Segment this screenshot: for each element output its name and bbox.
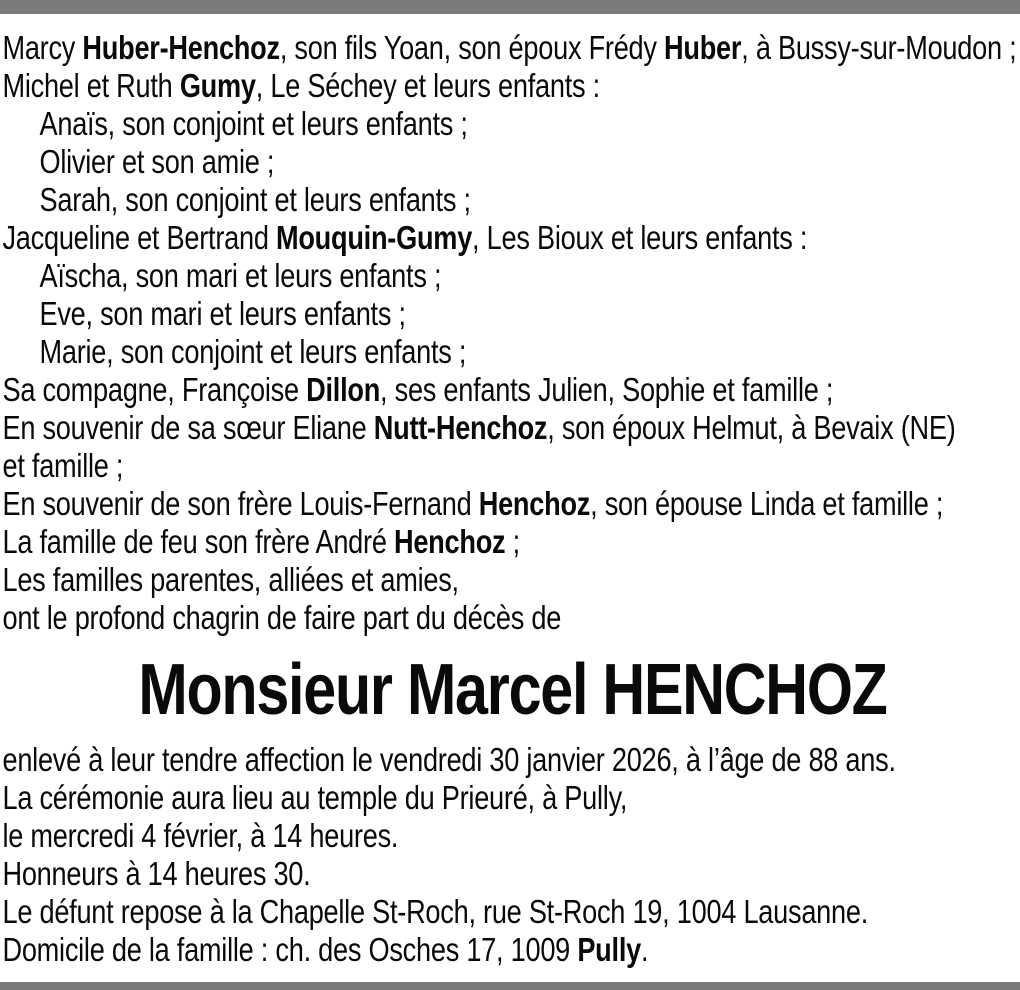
notice-text: , ses enfants Julien, Sophie et famille ; [380,371,834,408]
notice-line [2,257,1020,295]
top-border-bar [0,0,1020,14]
notice-line [2,561,1020,599]
notice-line [2,779,1020,817]
notice-text: Marie, son conjoint et leurs enfants ; [39,333,467,370]
notice-text: , Le Séchey et leurs enfants : [255,67,600,104]
notice-detail-lines [2,741,1020,969]
notice-text: La cérémonie aura lieu au temple du Prieuré, à Pully, [2,779,628,816]
notice-line [2,447,1020,485]
notice-line [2,143,1020,181]
family-name-bold: Pully [577,931,641,968]
deceased-name-title: Monsieur Marcel HENCHOZ [138,650,887,730]
notice-text: ; [505,523,520,560]
notice-line [2,931,1020,969]
notice-text: . [640,931,649,968]
notice-line [2,67,1020,105]
notice-text: Eve, son mari et leurs enfants ; [39,295,406,332]
notice-line [2,523,1020,561]
notice-text: En souvenir de sa sœur Eliane [2,409,374,446]
notice-text: Les familles parentes, alliées et amies, [2,561,459,598]
family-name-bold: Dillon [306,371,381,408]
family-name-bold: Huber-Henchoz [82,29,280,66]
notice-line [2,893,1020,931]
notice-text: , à Bussy-sur-Moudon ; [741,29,1017,66]
notice-line [2,29,1020,67]
notice-intro-lines [2,29,1020,637]
family-name-bold: Mouquin-Gumy [275,219,473,256]
notice-line [2,855,1020,893]
notice-text: , son épouse Linda et famille ; [590,485,944,522]
family-name-bold: Gumy [179,67,256,104]
notice-line [2,295,1020,333]
notice-text: En souvenir de son frère Louis-Fernand [2,485,479,522]
notice-text: Marcy [2,29,83,66]
family-name-bold: Nutt-Henchoz [373,409,548,446]
notice-text: Anaïs, son conjoint et leurs enfants ; [39,105,468,142]
notice-text: Sarah, son conjoint et leurs enfants ; [39,181,471,218]
notice-line [2,817,1020,855]
notice-text: Le défunt repose à la Chapelle St-Roch, rue St-Roch 19, 1004 Lausanne. [2,893,869,930]
notice-text: , son époux Helmut, à Bevaix (NE) [547,409,956,446]
notice-line [2,741,1020,779]
notice-text: La famille de feu son frère André [2,523,394,560]
notice-text: Honneurs à 14 heures 30. [2,855,311,892]
notice-text: , son fils Yoan, son époux Frédy [279,29,665,66]
notice-line [2,485,1020,523]
notice-text: Olivier et son amie ; [39,143,275,180]
notice-text: Aïscha, son mari et leurs enfants ; [39,257,442,294]
notice-text: , Les Bioux et leurs enfants : [472,219,808,256]
notice-content [0,14,1020,969]
notice-text: ont le profond chagrin de faire part du décès de [2,599,562,636]
notice-line [2,599,1020,637]
notice-text: et famille ; [2,447,124,484]
notice-line [2,219,1020,257]
family-name-bold: Huber [664,29,742,66]
notice-text: le mercredi 4 février, à 14 heures. [2,817,399,854]
notice-text: Sa compagne, Françoise [2,371,307,408]
notice-line [2,409,1020,447]
notice-text: Jacqueline et Bertrand [2,219,276,256]
notice-text: Michel et Ruth [2,67,180,104]
family-name-bold: Henchoz [478,485,591,522]
notice-line [2,371,1020,409]
family-name-bold: Henchoz [393,523,506,560]
bottom-border-bar [0,982,1020,990]
notice-text: enlevé à leur tendre affection le vendredi 30 janvier 2026, à l’âge de 88 ans. [2,741,896,778]
notice-line [2,105,1020,143]
notice-line [2,181,1020,219]
notice-line [2,333,1020,371]
notice-text: Domicile de la famille : ch. des Osches 17, 1009 [2,931,578,968]
